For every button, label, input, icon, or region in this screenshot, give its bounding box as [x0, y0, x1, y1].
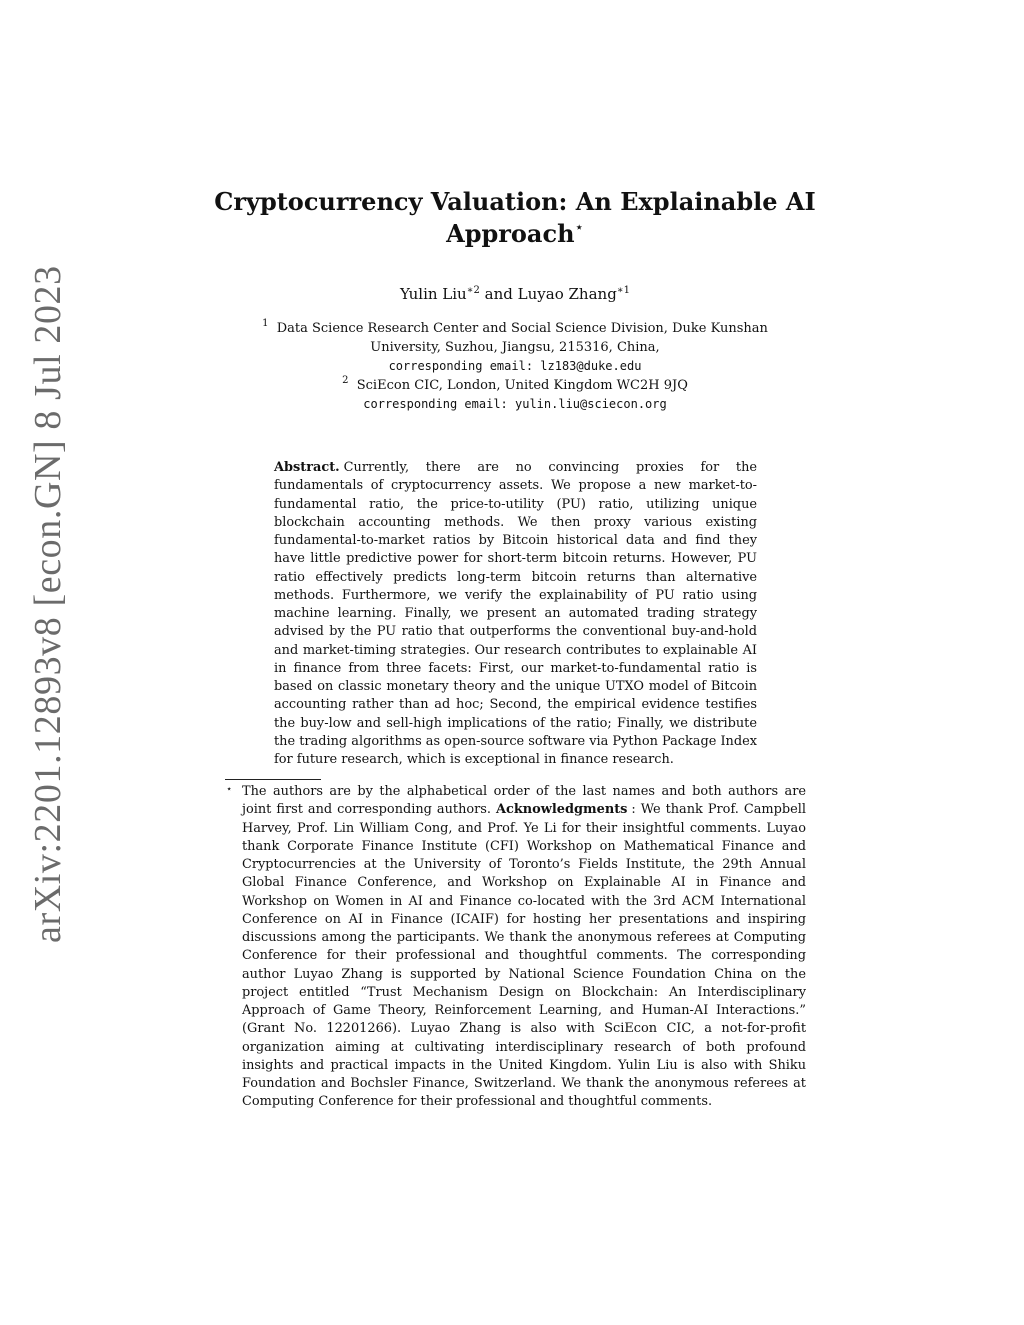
footnote-divider	[225, 779, 321, 780]
affiliation-2-text-1: SciEcon CIC, London, United Kingdom WC2H 9JQ	[356, 378, 688, 393]
affiliation-2-line-1	[230, 376, 800, 395]
affiliations-block	[230, 319, 800, 414]
title-line-1: Cryptocurrency Valuation: An Explainable AI	[214, 187, 816, 216]
author-joiner: and	[484, 285, 513, 303]
affiliation-1-email: corresponding email: lz183@duke.edu	[388, 359, 642, 373]
footnote-marker: ⋆	[226, 784, 233, 795]
acknowledgments-label: Acknowledgments	[496, 802, 628, 818]
affiliation-2-number: 2	[342, 375, 349, 386]
footnote-body	[224, 783, 806, 1112]
author-2-name: Luyao Zhang	[517, 285, 617, 303]
abstract	[274, 459, 757, 769]
arxiv-identifier-stamp: arXiv:2201.12893v8 [econ.GN] 8 Jul 2023	[27, 265, 69, 943]
footnote-text-2: : We thank Prof. Campbell Harvey, Prof. Lin William Cong, and Prof. Ye Li for their insightful comments. Luyao thank Corporate Finance Institute (CFI) Workshop on Mathematical Finance and Cryptocurrencies at the University of Toronto’s Fields Institute, the 29th Annual Global Finance Conference, and Workshop on Explainable AI in Finance and Workshop on Women in AI and Finance co-located with the 3rd ACM International Conference on AI in Finance (ICAIF) for hosting her presentations and inspiring discussions among the participants. We thank the anonymous referees at Computing Conference for their professional and thoughtful comments. The corresponding author Luyao Zhang is supported by National Science Foundation China on the project entitled “Trust Mechanism Design on Blockchain: An Interdisciplinary Approach of Game Theory, Reinforcement Learning, and Human-AI Interactions.” (Grant No. 12201266). Luyao Zhang is also with SciEcon CIC, a not-for-profit organization aiming at cultivating interdisciplinary research of both profound insights and practical impacts in the United Kingdom. Yulin Liu is also with Shiku Foundation and Bochsler Finance, Switzerland. We thank the anonymous referees at Computing Conference for their professional and thoughtful comments.	[242, 802, 806, 1110]
author-2-affiliation-mark: ∗1	[616, 285, 630, 296]
title-footnote	[224, 783, 806, 1112]
footnote-text-1: The authors are by the alphabetical order of the last names and both authors are joint first and corresponding authors.	[242, 784, 806, 818]
affiliation-1-line-1	[230, 319, 800, 338]
author-list	[200, 284, 830, 304]
affiliation-1-line-2: University, Suzhou, Jiangsu, 215316, China,	[370, 340, 660, 355]
paper-title	[200, 186, 830, 250]
abstract-label: Abstract.	[274, 460, 340, 475]
abstract-text: Currently, there are no convincing proxies for the fundamentals of cryptocurrency assets. We propose a new market-to-fundamental ratio, the price-to-utility (PU) ratio, utilizing unique blockchain accounting methods. We then proxy various existing fundamental-to-market ratios by Bitcoin historical data and find they have little predictive power for short-term bitcoin returns. However, PU ratio effectively predicts long-term bitcoin returns than alternative methods. Furthermore, we verify the explainability of PU ratio using machine learning. Finally, we present an automated trading strategy advised by the PU ratio that outperforms the conventional buy-and-hold and market-timing strategies. Our research contributes to explainable AI in finance from three facets: First, our market-to-fundamental ratio is based on classic monetary theory and the unique UTXO model of Bitcoin accounting rather than ad hoc; Second, the empirical evidence testifies the buy-low and sell-high implications of the ratio; Finally, we distribute the trading algorithms as open-source software via Python Package Index for future research, which is exceptional in finance research.	[274, 460, 758, 767]
affiliation-2-email: corresponding email: yulin.liu@sciecon.org	[363, 397, 667, 411]
affiliation-1-number: 1	[262, 318, 269, 329]
affiliation-1-text-1: Data Science Research Center and Social Science Division, Duke Kunshan	[276, 321, 768, 336]
title-footnote-mark: ⋆	[574, 218, 584, 236]
author-1-affiliation-mark: ∗2	[466, 285, 480, 296]
title-line-2: Approach	[446, 219, 575, 248]
author-1-name: Yulin Liu	[400, 285, 467, 303]
